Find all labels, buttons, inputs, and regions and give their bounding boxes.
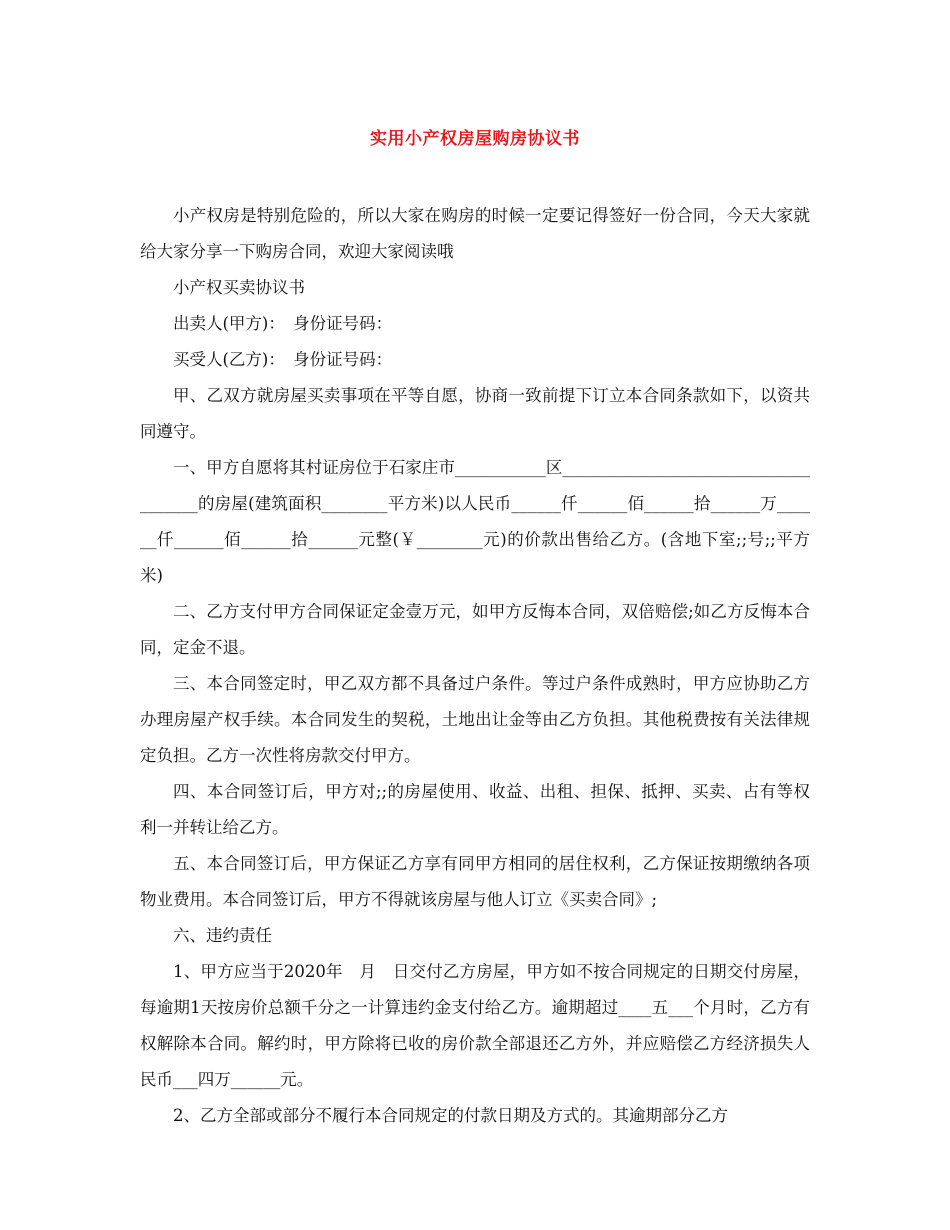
paragraph-seller: 出卖人(甲方)： 身份证号码： — [173, 314, 393, 333]
paragraph-clause-3: 三、本合同签定时，甲乙双方都不具备过户条件。等过户条件成熟时，甲方应协助乙方办理房屋产权手续。本合同发生的契税，土地出让金等由乙方负担。其他税费按有关法律规定负担。乙方一次性将房款交付甲方。 — [140, 674, 810, 765]
paragraph-buyer: 买受人(乙方)： 身份证号码： — [173, 350, 393, 369]
paragraph-clause-4: 四、本合同签订后，甲方对;;的房屋使用、收益、出租、担保、抵押、买卖、占有等权利一并转让给乙方。 — [140, 782, 810, 837]
paragraph-clause-6-item-2: 2、乙方全部或部分不履行本合同规定的付款日期及方式的。其逾期部分乙方 — [173, 1106, 728, 1125]
paragraph-clause-6-heading: 六、违约责任 — [173, 926, 272, 945]
document-body — [140, 198, 810, 1134]
paragraph-clause-2: 二、乙方支付甲方合同保证定金壹万元，如甲方反悔本合同，双倍赔偿;如乙方反悔本合同，定金不退。 — [140, 602, 810, 657]
paragraph-intro: 小产权房是特别危险的，所以大家在购房的时候一定要记得签好一份合同，今天大家就给大家分享一下购房合同，欢迎大家阅读哦 — [140, 206, 810, 261]
paragraph-clause-1: 一、甲方自愿将其村证房位于石家庄市___________区_____________________________________的房屋(建筑面积________平方米)以人民币______仟______佰______拾______万______仟______佰______拾______元整(￥________元)的价款出售给乙方。(含地下室;;号;;平方米) — [140, 458, 810, 585]
document-title: 实用小产权房屋购房协议书 — [370, 129, 580, 149]
paragraph-agreement-heading: 小产权买卖协议书 — [173, 278, 305, 297]
paragraph-preamble: 甲、乙双方就房屋买卖事项在平等自愿，协商一致前提下订立本合同条款如下，以资共同遵守。 — [140, 386, 810, 441]
paragraph-clause-6-item-1: 1、甲方应当于2020年 月 日交付乙方房屋，甲方如不按合同规定的日期交付房屋，每逾期1天按房价总额千分之一计算违约金支付给乙方。逾期超过____五___个月时，乙方有权解除本合同。解约时，甲方除将已收的房价款全部退还乙方外，并应赔偿乙方经济损失人民币___四万______元。 — [140, 962, 810, 1089]
paragraph-clause-5: 五、本合同签订后，甲方保证乙方享有同甲方相同的居住权利，乙方保证按期缴纳各项物业费用。本合同签订后，甲方不得就该房屋与他人订立《买卖合同》; — [140, 854, 810, 909]
